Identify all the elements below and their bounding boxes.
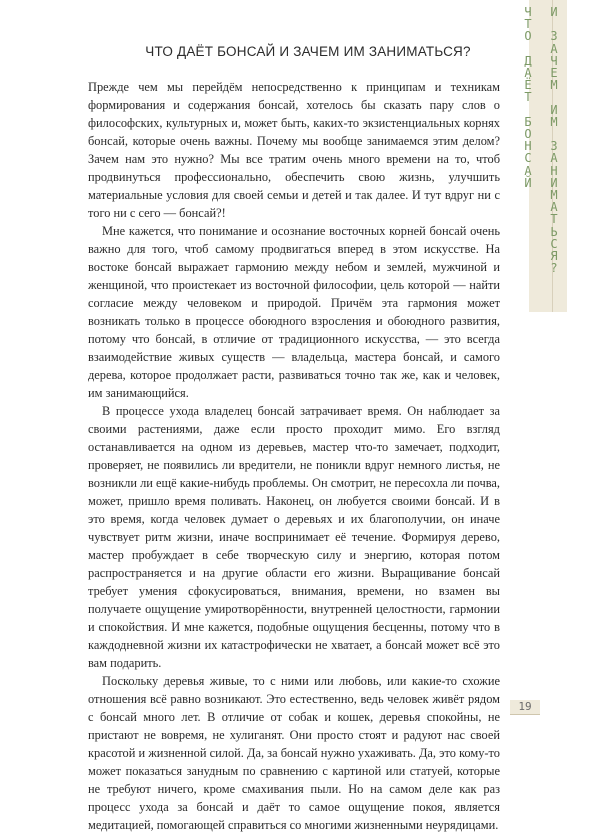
paragraph-4: Поскольку деревья живые, то с ними или любовь, или какие-то схожие отношения всё равно возникают. Это естественно, ведь человек живёт рядом с бонсай много лет. В отличие от собак и кошек, деревья спокойны, не пристают не вовремя, не хулиганят. Они просто стоят и радуют нас своей красотой и жизненной силой. Да, за бонсай нужно ухаживать. Да, это кому-то может показаться занудным по сравнению с картиной или статуей, которые не требуют ничего, кроме смахивания пыли. Но на самом деле как раз процесс ухода за бонсай и даёт то самое ощущение покоя, является медитацией, помогающей справиться со многими жизненными неурядицами. [88, 674, 500, 832]
page-number: 19 [510, 700, 540, 715]
running-header-column-2: И З А Ч Е М И М З А Н И М А Т Ь С Я ? [550, 5, 558, 276]
paragraph-1: Прежде чем мы перейдём непосредственно к принципам и техникам формирования и содержания бонсай, хотелось бы сказать пару слов о философских, культурных и, может быть, каких-то экзистенциальных корнях бонсай, которые очень важны. Почему мы вообще занимаемся этим делом? Зачем нам это нужно? Мы все тратим очень много времени на то, чтоб продвинуться профессионально, обеспечить свою жизнь, улучшить материальные условия для своей семьи и детей и так далее. И тут вдруг ни с того ни с сего — бонсай?! [88, 80, 500, 220]
running-header-column-1: Ч Т О Д А Ё Т Б О Н С А Й [524, 5, 532, 190]
page-title: ЧТО ДАЁТ БОНСАЙ И ЗАЧЕМ ИМ ЗАНИМАТЬСЯ? [145, 44, 471, 59]
paragraph-3: В процессе ухода владелец бонсай затрачивает время. Он наблюдает за своими растениями, даже если просто проходит мимо. Его взгляд останавливается на одном из деревьев, мастер что-то замечает, подходит, проверяет, не появились ли вредители, не поникли вдруг немного листья, не возникли ли ещё какие-нибудь проблемы. Он смотрит, не пересохла ли почва, может, пришло время поливать. Наконец, он любуется своими бонсай. И в это время, когда человек думает о деревьях и их благополучии, он иначе чувствует ритм жизни, иначе воспринимает её течение. Формируя дерево, мастер пробуждает в себе творческую силу и энергию, которая потом распространяется и на другие области его жизни. Выращивание бонсай требует умения сфокусироваться, внимания, времени, но взамен вы получаете ощущение умиротворённости, внутренней целостности, гармонии и спокойствия. И мне кажется, подобные ощущения бесценны, потому что в каждодневной жизни их катастрофически не хватает, а бонсай может всё это вам подарить. [88, 404, 500, 670]
body-text [88, 74, 500, 834]
paragraph-2: Мне кажется, что понимание и осознание восточных корней бонсай очень важно для того, чтоб самому продвигаться вперед в этом искусстве. На востоке бонсай выражает гармонию между небом и землей, мужчиной и женщиной, что проистекает из восточной философии, цель которой — найти согласие между человеком и природой. Причём эта гармония может возникать только в процессе обоюдного взросления и обоюдного развития, потому что бонсай, в отличие от традиционного искусства, — это всегда взаимодействие живых существ — владельца, мастера бонсай, и самого дерева, которое продолжает расти, развиваться точно так же, как и человек, им занимающийся. [88, 224, 500, 400]
